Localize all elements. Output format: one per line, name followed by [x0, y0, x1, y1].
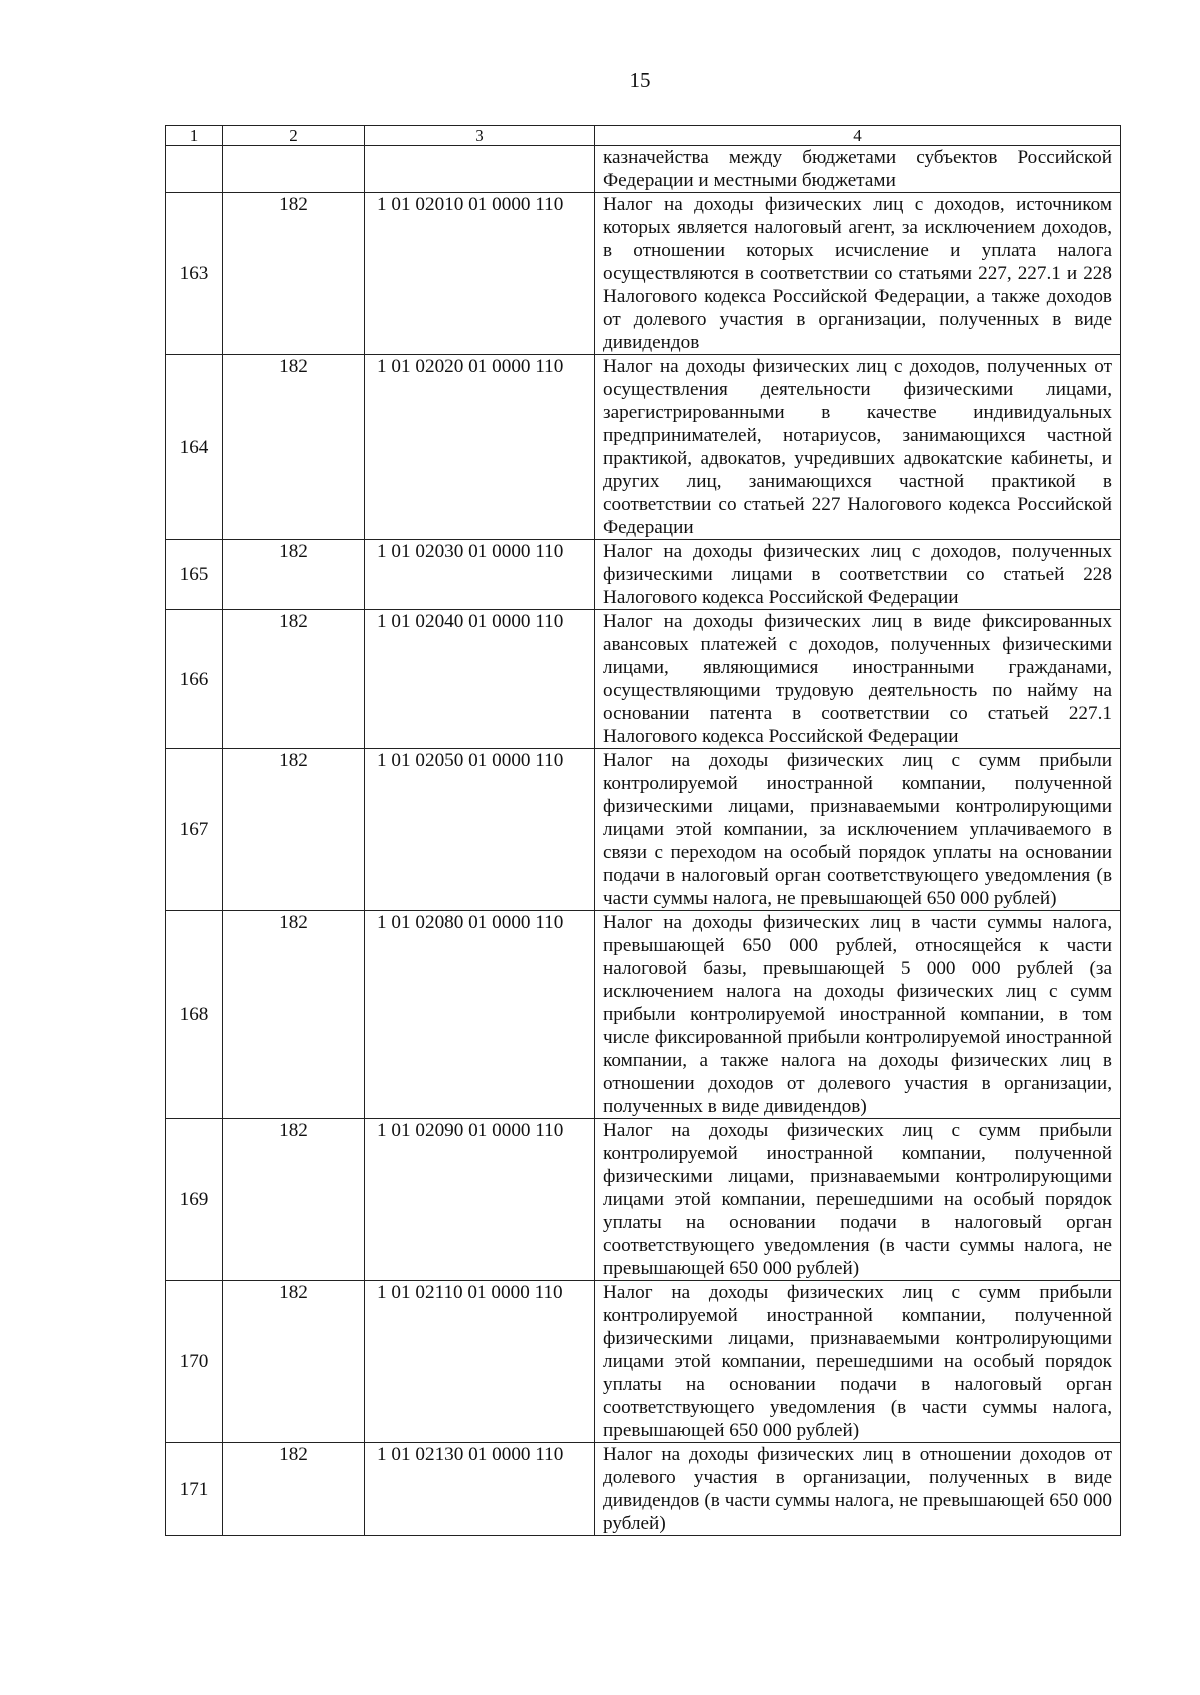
description-cell: Налог на доходы физических лиц с доходов, полученных физическими лицами в соответствии со статьей 228 Налогового кодекса Российской Федерации	[595, 540, 1121, 610]
budget-code-cell: 1 01 02020 01 0000 110	[365, 355, 595, 540]
admin-code-cell: 182	[223, 1281, 365, 1443]
table-header-row	[166, 126, 1121, 146]
row-number-cell: 163	[166, 193, 223, 355]
description-cell: Налог на доходы физических лиц в отношении доходов от долевого участия в организации, полученных в виде дивидендов (в части суммы налога, не превышающей 650 000 рублей)	[595, 1443, 1121, 1536]
description-cell: Налог на доходы физических лиц с сумм прибыли контролируемой иностранной компании, полученной физическими лицами, признаваемыми контролирующими лицами этой компании, перешедшими на особый порядок уплаты на основании подачи в налоговый орган соответствующего уведомления (в части суммы налога, превышающей 650 000 рублей)	[595, 1281, 1121, 1443]
description-cell: Налог на доходы физических лиц с сумм прибыли контролируемой иностранной компании, полученной физическими лицами, признаваемыми контролирующими лицами этой компании, перешедшими на особый порядок уплаты на основании подачи в налоговый орган соответствующего уведомления (в части суммы налога, не превышающей 650 000 рублей)	[595, 1119, 1121, 1281]
table-row	[166, 1443, 1121, 1536]
column-header-1: 1	[166, 126, 223, 146]
admin-code-cell: 182	[223, 610, 365, 749]
admin-code-cell: 182	[223, 749, 365, 911]
row-number-cell: 168	[166, 911, 223, 1119]
revenue-codes-table	[165, 125, 1121, 1536]
budget-code-cell: 1 01 02090 01 0000 110	[365, 1119, 595, 1281]
admin-code-cell	[223, 146, 365, 193]
admin-code-cell: 182	[223, 1119, 365, 1281]
table-row	[166, 193, 1121, 355]
budget-code-cell: 1 01 02010 01 0000 110	[365, 193, 595, 355]
admin-code-cell: 182	[223, 1443, 365, 1536]
column-header-3: 3	[365, 126, 595, 146]
description-cell: Налог на доходы физических лиц с доходов, источником которых является налоговый агент, за исключением доходов, в отношении которых исчисление и уплата налога осуществляются в соответствии со статьями 227, 227.1 и 228 Налогового кодекса Российской Федерации, а также доходов от долевого участия в организации, полученных в виде дивидендов	[595, 193, 1121, 355]
table-row	[166, 911, 1121, 1119]
row-number-cell: 166	[166, 610, 223, 749]
table-row	[166, 540, 1121, 610]
admin-code-cell: 182	[223, 540, 365, 610]
budget-code-cell: 1 01 02050 01 0000 110	[365, 749, 595, 911]
admin-code-cell: 182	[223, 911, 365, 1119]
row-number-cell: 164	[166, 355, 223, 540]
row-number-cell: 165	[166, 540, 223, 610]
admin-code-cell: 182	[223, 193, 365, 355]
row-number-cell: 169	[166, 1119, 223, 1281]
description-cell: Налог на доходы физических лиц с сумм прибыли контролируемой иностранной компании, полученной физическими лицами, признаваемыми контролирующими лицами этой компании, за исключением уплачиваемого в связи с переходом на особый порядок уплаты на основании подачи в налоговый орган соответствующего уведомления (в части суммы налога, не превышающей 650 000 рублей)	[595, 749, 1121, 911]
budget-code-cell: 1 01 02110 01 0000 110	[365, 1281, 595, 1443]
description-cell: Налог на доходы физических лиц в виде фиксированных авансовых платежей с доходов, полученных физическими лицами, являющимися иностранными гражданами, осуществляющими трудовую деятельность по найму на основании патента в соответствии со статьей 227.1 Налогового кодекса Российской Федерации	[595, 610, 1121, 749]
description-cell: Налог на доходы физических лиц с доходов, полученных от осуществления деятельности физическими лицами, зарегистрированными в качестве индивидуальных предпринимателей, нотариусов, занимающихся частной практикой, адвокатов, учредивших адвокатские кабинеты, и других лиц, занимающихся частной практикой в соответствии со статьей 227 Налогового кодекса Российской Федерации	[595, 355, 1121, 540]
budget-code-cell: 1 01 02080 01 0000 110	[365, 911, 595, 1119]
admin-code-cell: 182	[223, 355, 365, 540]
column-header-4: 4	[595, 126, 1121, 146]
row-number-cell: 171	[166, 1443, 223, 1536]
budget-code-cell	[365, 146, 595, 193]
table-row-continuation	[166, 146, 1121, 193]
page-number: 15	[629, 68, 651, 92]
table-row	[166, 610, 1121, 749]
row-number-cell	[166, 146, 223, 193]
table-row	[166, 1119, 1121, 1281]
description-cell: казначейства между бюджетами субъектов Российской Федерации и местными бюджетами	[595, 146, 1121, 193]
table-row	[166, 1281, 1121, 1443]
budget-code-cell: 1 01 02130 01 0000 110	[365, 1443, 595, 1536]
table-row	[166, 355, 1121, 540]
budget-code-cell: 1 01 02040 01 0000 110	[365, 610, 595, 749]
table-row	[166, 749, 1121, 911]
description-cell: Налог на доходы физических лиц в части суммы налога, превышающей 650 000 рублей, относящейся к части налоговой базы, превышающей 5 000 000 рублей (за исключением налога на доходы физических лиц с сумм прибыли контролируемой иностранной компании, в том числе фиксированной прибыли контролируемой иностранной компании, а также налога на доходы физических лиц в отношении доходов от долевого участия в организации, полученных в виде дивидендов)	[595, 911, 1121, 1119]
budget-code-cell: 1 01 02030 01 0000 110	[365, 540, 595, 610]
row-number-cell: 170	[166, 1281, 223, 1443]
row-number-cell: 167	[166, 749, 223, 911]
column-header-2: 2	[223, 126, 365, 146]
